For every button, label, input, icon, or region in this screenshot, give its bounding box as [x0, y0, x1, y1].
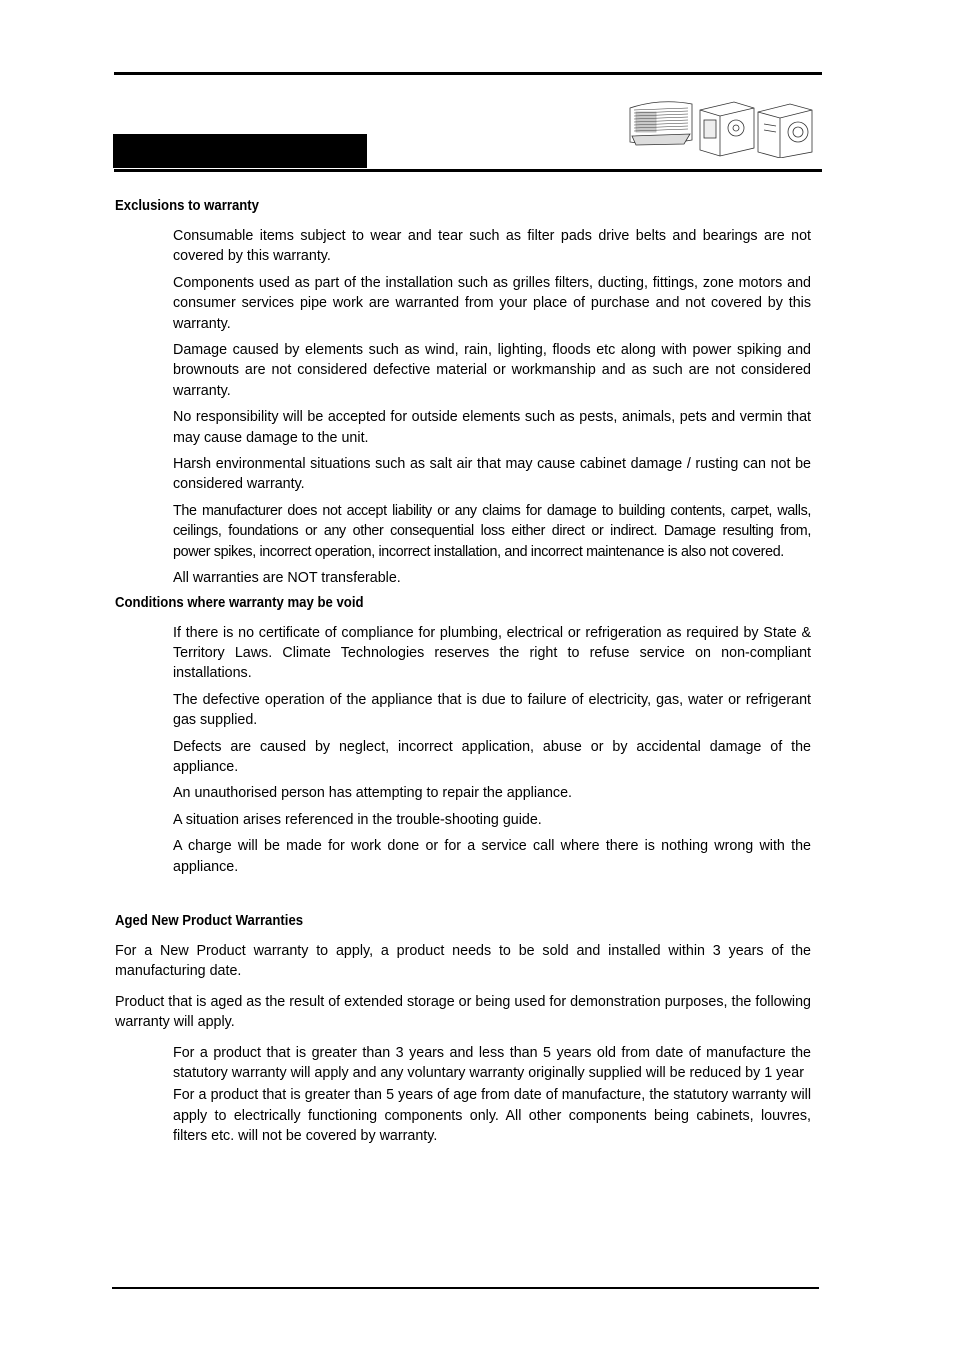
ducted-unit-icon — [758, 104, 812, 158]
list-item: The defective operation of the appliance that is due to failure of electricity, gas, water or refrigerant gas supplied. — [173, 691, 811, 729]
list-item: A charge will be made for work done or for a service call where there is nothing wrong with the appliance. — [173, 838, 811, 875]
list-item: The manufacturer does not accept liability or any claims for damage to building contents, carpet, walls, ceilings, foundations or any other consequential loss either direct or indirect. Damage resulting from, power spikes, incorrect operation, incorrect installation, and incorrect maintenance is also not covered. — [173, 502, 811, 560]
list-item: If there is no certificate of compliance for plumbing, electrical or refrigeration as required by State & Territory Laws. Climate Technologies reserves the right to refuse service on non-compliant installations. — [173, 624, 811, 682]
void-conditions-list — [115, 623, 811, 877]
section-title-bar — [113, 134, 367, 168]
ducted-heater-icon — [700, 102, 754, 156]
list-item: Components used as part of the installation such as grilles filters, ducting, fittings, zone motors and consumer services pipe work are warranted from your place of purchase and not covered by this warranty. — [173, 274, 811, 332]
list-item: A situation arises referenced in the trouble-shooting guide. — [173, 811, 542, 828]
evaporative-cooler-icon — [630, 102, 692, 145]
document-body — [115, 196, 811, 1147]
aged-warranties-heading: Aged New Product Warranties — [115, 912, 304, 929]
list-item: All warranties are NOT transferable. — [173, 570, 401, 587]
list-item: Defects are caused by neglect, incorrect application, abuse or by accidental damage of the appliance. — [173, 738, 811, 775]
aged-list — [115, 1043, 811, 1147]
header-top-rule — [114, 72, 822, 75]
exclusions-heading: Exclusions to warranty — [115, 198, 260, 214]
list-item: Harsh environmental situations such as salt air that may cause cabinet damage / rusting can not be considered warranty. — [173, 456, 811, 493]
header-bottom-rule — [114, 169, 822, 172]
list-item: Damage caused by elements such as wind, rain, lighting, floods etc along with power spiking and brownouts are not considered defective material or workmanship and as such are not considered warranty. — [173, 342, 811, 399]
footer-rule — [112, 1287, 819, 1289]
list-item: For a product that is greater than 5 years of age from date of manufacture, the statutory warranty will apply to electrically functioning components only. All other components being cabinets, louvres, filters etc. will not be covered by warranty. — [173, 1087, 811, 1145]
list-item: Consumable items subject to wear and tear such as filter pads drive belts and bearings are not covered by this warranty. — [173, 228, 811, 265]
exclusions-list — [115, 226, 811, 589]
list-item: No responsibility will be accepted for outside elements such as pests, animals, pets and vermin that may cause damage to the unit. — [173, 409, 811, 446]
product-images — [626, 98, 814, 158]
aged-intro-1: For a New Product warranty to apply, a product needs to be sold and installed within 3 years of the manufacturing date. — [115, 942, 811, 980]
aged-intro-2: Product that is aged as the result of extended storage or being used for demonstration purposes, the following warranty will apply. — [115, 993, 811, 1031]
list-item: For a product that is greater than 3 years and less than 5 years old from date of manufacture the statutory warranty will apply and any voluntary warranty originally supplied will be reduced by 1 year — [173, 1044, 811, 1081]
list-item: An unauthorised person has attempting to repair the appliance. — [173, 785, 572, 802]
void-conditions-heading: Conditions where warranty may be void — [115, 594, 364, 611]
